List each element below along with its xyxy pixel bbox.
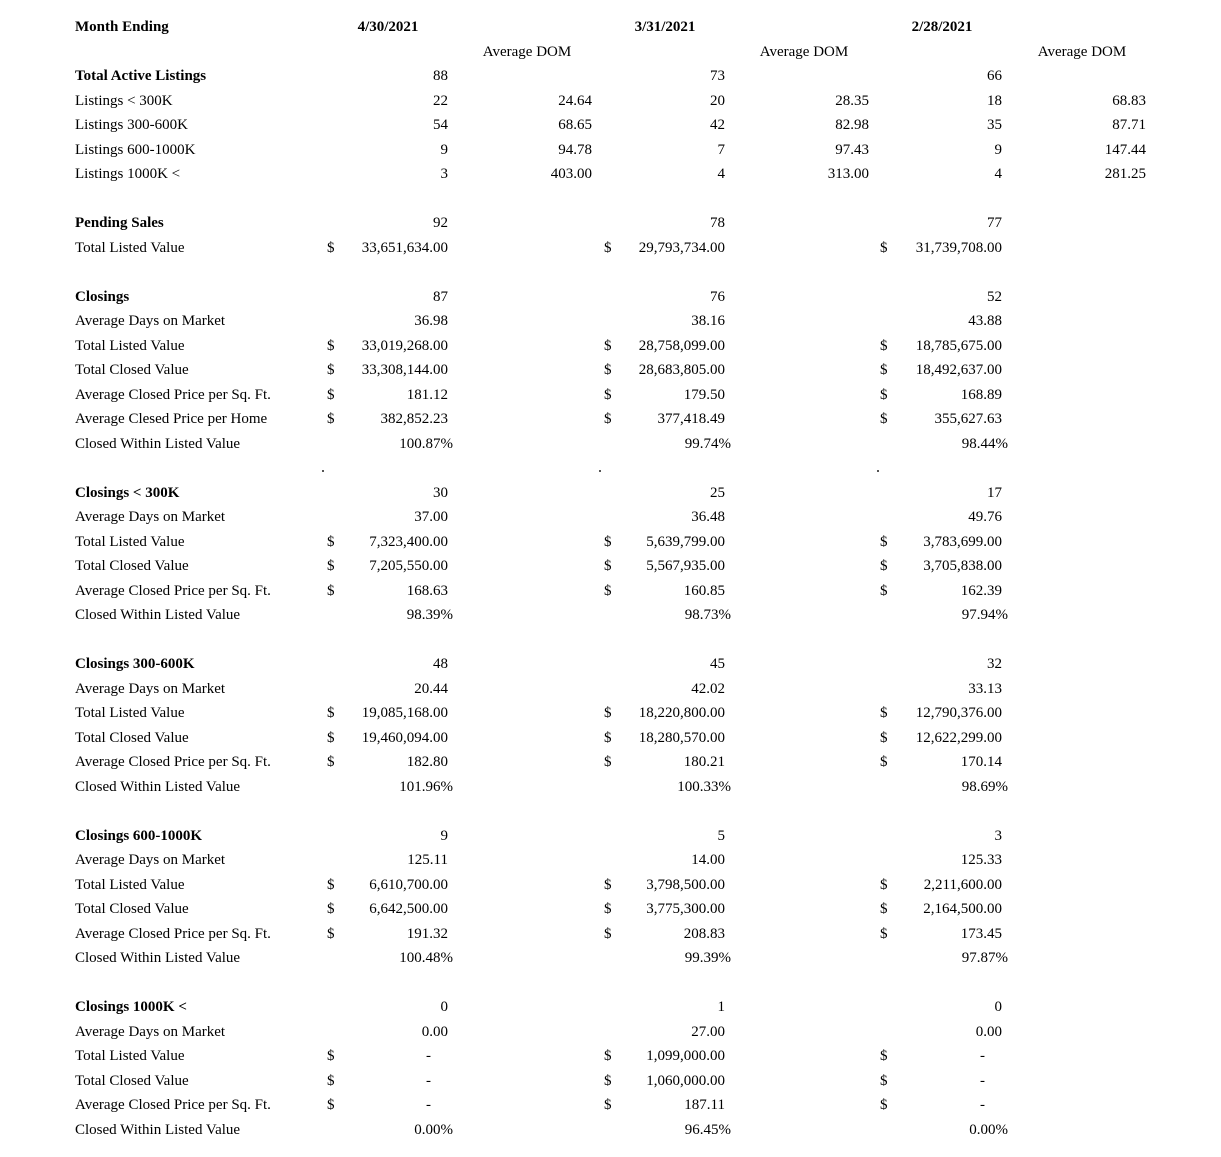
section-title: Pending Sales [75,215,164,231]
cell-value: 5,567,935.00 [646,558,725,574]
dollar-sign: $ [604,1072,612,1089]
cell-value: 100.87% [399,435,453,452]
dollar-sign: $ [604,1097,612,1113]
dollar-sign: $ [880,705,888,721]
row-label: Average Days on Market [75,852,226,868]
row-label: Closed Within Listed Value [75,778,241,795]
dollar-sign: $ [604,729,612,746]
row-label: Total Listed Value [75,705,185,721]
dollar-sign: $ [327,1048,335,1064]
dollar-sign: $ [604,876,612,893]
cell-value: 35 [987,117,1002,133]
dollar-sign: $ [880,925,888,942]
cell-value: 3,705,838.00 [923,558,1002,574]
cell-value: 125.33 [960,852,1002,868]
section-count: 0 [994,999,1002,1015]
cell-value: 33,019,268.00 [361,337,448,354]
cell-value: 3 [440,166,448,182]
cell-value: 160.85 [683,582,725,599]
dollar-sign: $ [880,754,888,770]
dollar-sign: $ [604,558,612,574]
section-count: 66 [987,68,1002,84]
cell-value: 0.00% [414,1121,453,1138]
section-count: 9 [440,827,448,844]
dollar-sign: $ [880,239,888,256]
avg-dom-value: 281.25 [1104,166,1146,182]
cell-value: 2,164,500.00 [923,901,1002,917]
cell-value: 7 [717,141,725,158]
dollar-sign: $ [880,337,888,354]
section-count: 77 [987,215,1002,231]
cell-value: 7,205,550.00 [369,558,448,574]
dollar-sign: $ [880,411,888,427]
cell-value: 191.32 [406,925,448,942]
dollar-sign: $ [327,876,335,893]
cell-value: 97.94% [961,607,1008,623]
row-label: Closed Within Listed Value [75,950,241,966]
dollar-sign: $ [327,362,335,378]
section-title: Closings 1000K < [75,999,187,1015]
cell-value: 42 [710,117,725,133]
cell-value: 125.11 [407,852,448,868]
row-label: Average Closed Price per Sq. Ft. [75,582,271,599]
cell-value: 0.00% [969,1121,1008,1138]
section-title: Closings 300-600K [75,656,195,672]
dollar-sign: $ [880,558,888,574]
section-count: 5 [717,827,725,844]
cell-value: 170.14 [960,754,1002,770]
cell-value: 96.45% [684,1121,731,1138]
cell-value: 162.39 [960,582,1002,599]
cell-value: 0.00 [975,1023,1002,1040]
dollar-sign: $ [604,582,612,599]
dollar-sign: $ [880,729,888,746]
cell-value: 6,642,500.00 [369,901,448,917]
row-label: Listings 300-600K [75,117,188,133]
section-count: 87 [433,288,448,305]
dollar-sign: $ [880,901,888,917]
cell-value: - [426,1048,431,1064]
row-label: Total Closed Value [75,901,189,917]
dollar-sign: $ [604,705,612,721]
cell-value: 187.11 [684,1097,725,1113]
cell-value: 12,790,376.00 [915,705,1002,721]
cell-value: 1,099,000.00 [646,1048,725,1064]
dollar-sign: $ [604,411,612,427]
section-count: 1 [717,999,725,1015]
dollar-sign: $ [327,925,335,942]
cell-value: 99.74% [684,435,731,452]
avg-dom-header: Average DOM [759,43,849,60]
section-count: 3 [994,827,1002,844]
cell-value: 182.80 [406,754,448,770]
cell-value: 14.00 [691,852,725,868]
avg-dom-value: 87.71 [1112,117,1146,133]
cell-value: 9 [440,141,448,158]
dollar-sign: $ [880,533,888,550]
cell-value: 18,220,800.00 [638,705,725,721]
cell-value: 38.16 [691,313,725,329]
dollar-sign: $ [327,386,335,403]
cell-value: 208.83 [683,925,725,942]
row-label: Total Listed Value [75,533,185,550]
cell-value: 4 [717,166,725,182]
row-label: Total Closed Value [75,1072,189,1089]
cell-value: 0.00 [421,1023,448,1040]
cell-value: 36.98 [414,313,448,329]
cell-value: 20.44 [414,680,448,697]
row-label: Total Closed Value [75,558,189,574]
cell-value: 168.89 [960,386,1002,403]
dollar-sign: $ [604,337,612,354]
section-count: 92 [433,215,448,231]
cell-value: 54 [433,117,448,133]
cell-value: 101.96% [399,778,453,795]
row-label: Total Closed Value [75,362,189,378]
cell-value: 100.33% [677,778,731,795]
section-count: 0 [440,999,448,1015]
cell-value: 100.48% [399,950,453,966]
section-count: 45 [710,656,725,672]
separator-tick [322,470,324,472]
cell-value: 2,211,600.00 [923,876,1002,893]
cell-value: 355,627.63 [934,411,1002,427]
section-count: 78 [710,215,725,231]
row-label: Closed Within Listed Value [75,1121,241,1138]
row-label: Closed Within Listed Value [75,607,241,623]
cell-value: 18,785,675.00 [915,337,1002,354]
dollar-sign: $ [604,925,612,942]
dollar-sign: $ [327,901,335,917]
cell-value: 180.21 [683,754,725,770]
dollar-sign: $ [327,1072,335,1089]
cell-value: 3,798,500.00 [646,876,725,893]
row-label: Total Listed Value [75,876,185,893]
section-title: Closings 600-1000K [75,827,203,844]
dollar-sign: $ [327,411,335,427]
cell-value: 382,852.23 [380,411,448,427]
cell-value: 98.44% [961,435,1008,452]
cell-value: 4 [994,166,1002,182]
cell-value: 27.00 [691,1023,725,1040]
cell-value: 3,775,300.00 [646,901,725,917]
period-header: 4/30/2021 [357,19,419,35]
cell-value: 31,739,708.00 [915,239,1002,256]
dollar-sign: $ [604,362,612,378]
cell-value: 37.00 [414,509,448,525]
cell-value: 18 [987,92,1002,109]
avg-dom-value: 68.65 [558,117,592,133]
row-label: Average Closed Price per Sq. Ft. [75,754,271,770]
period-header: 3/31/2021 [634,19,696,35]
section-count: 32 [987,656,1002,672]
cell-value: 179.50 [683,386,725,403]
row-label: Closed Within Listed Value [75,435,241,452]
avg-dom-value: 28.35 [835,92,869,109]
cell-value: 98.39% [406,607,453,623]
section-title: Total Active Listings [75,68,207,84]
cell-value: 12,622,299.00 [915,729,1002,746]
row-label: Average Clesed Price per Home [75,411,268,427]
section-count: 17 [987,484,1002,501]
cell-value: 42.02 [691,680,725,697]
avg-dom-value: 403.00 [550,166,592,182]
cell-value: 49.76 [968,509,1002,525]
avg-dom-header: Average DOM [482,43,572,60]
row-label: Listings 1000K < [75,166,181,182]
row-label: Total Listed Value [75,1048,185,1064]
cell-value: - [980,1097,985,1113]
dollar-sign: $ [327,533,335,550]
cell-value: 28,758,099.00 [638,337,725,354]
avg-dom-value: 94.78 [558,141,592,158]
dollar-sign: $ [327,705,335,721]
cell-value: 5,639,799.00 [646,533,725,550]
row-label: Average Days on Market [75,680,226,697]
cell-value: 36.48 [691,509,725,525]
cell-value: 181.12 [406,386,448,403]
cell-value: 33,651,634.00 [361,239,448,256]
cell-value: 33,308,144.00 [361,362,448,378]
dollar-sign: $ [880,362,888,378]
row-label: Average Days on Market [75,1023,226,1040]
avg-dom-value: 68.83 [1112,92,1146,109]
month-ending-label: Month Ending [75,19,169,35]
row-label: Average Closed Price per Sq. Ft. [75,1097,271,1113]
cell-value: 168.63 [406,582,448,599]
cell-value: - [980,1072,985,1089]
dollar-sign: $ [327,1097,335,1113]
dollar-sign: $ [880,1048,888,1064]
section-count: 52 [987,288,1002,305]
row-label: Average Closed Price per Sq. Ft. [75,386,271,403]
cell-value: 19,085,168.00 [361,705,448,721]
section-title: Closings < 300K [75,484,180,501]
cell-value: 33.13 [968,680,1002,697]
avg-dom-value: 24.64 [558,92,592,109]
avg-dom-header: Average DOM [1037,43,1127,60]
cell-value: 3,783,699.00 [923,533,1002,550]
section-count: 30 [433,484,448,501]
dollar-sign: $ [327,558,335,574]
dollar-sign: $ [604,901,612,917]
dollar-sign: $ [327,754,335,770]
row-label: Total Listed Value [75,239,185,256]
dollar-sign: $ [327,729,335,746]
cell-value: 377,418.49 [657,411,725,427]
dollar-sign: $ [327,582,335,599]
dollar-sign: $ [880,1097,888,1113]
dollar-sign: $ [880,386,888,403]
cell-value: 173.45 [960,925,1002,942]
row-label: Listings < 300K [75,92,173,109]
cell-value: 18,280,570.00 [638,729,725,746]
section-count: 76 [710,288,725,305]
cell-value: 6,610,700.00 [369,876,448,893]
cell-value: 99.39% [684,950,731,966]
cell-value: 97.87% [961,950,1008,966]
section-count: 25 [710,484,725,501]
avg-dom-value: 82.98 [835,117,869,133]
dollar-sign: $ [604,1048,612,1064]
dollar-sign: $ [880,1072,888,1089]
row-label: Average Days on Market [75,509,226,525]
dollar-sign: $ [604,239,612,256]
dollar-sign: $ [604,533,612,550]
row-label: Total Listed Value [75,337,185,354]
row-label: Average Days on Market [75,313,226,329]
dollar-sign: $ [604,386,612,403]
section-count: 73 [710,68,725,84]
cell-value: 98.73% [684,607,731,623]
cell-value: 19,460,094.00 [361,729,448,746]
section-count: 48 [433,656,448,672]
dollar-sign: $ [880,582,888,599]
separator-tick [599,470,601,472]
row-label: Listings 600-1000K [75,141,196,158]
period-header: 2/28/2021 [911,19,973,35]
cell-value: 28,683,805.00 [638,362,725,378]
dollar-sign: $ [604,754,612,770]
avg-dom-value: 147.44 [1104,141,1146,158]
dollar-sign: $ [327,337,335,354]
cell-value: 7,323,400.00 [369,533,448,550]
section-count: 88 [433,68,448,84]
avg-dom-value: 313.00 [827,166,869,182]
cell-value: 29,793,734.00 [638,239,725,256]
dollar-sign: $ [880,876,888,893]
cell-value: 22 [433,92,448,109]
section-title: Closings [75,288,130,305]
cell-value: 9 [994,141,1002,158]
cell-value: 18,492,637.00 [915,362,1002,378]
cell-value: 20 [710,92,725,109]
cell-value: - [426,1072,431,1089]
cell-value: 1,060,000.00 [646,1072,725,1089]
cell-value: 98.69% [961,778,1008,795]
row-label: Average Closed Price per Sq. Ft. [75,925,271,942]
cell-value: - [980,1048,985,1064]
row-label: Total Closed Value [75,729,189,746]
cell-value: 43.88 [968,313,1002,329]
avg-dom-value: 97.43 [835,141,869,158]
dollar-sign: $ [327,239,335,256]
cell-value: - [426,1097,431,1113]
separator-tick [877,470,879,472]
